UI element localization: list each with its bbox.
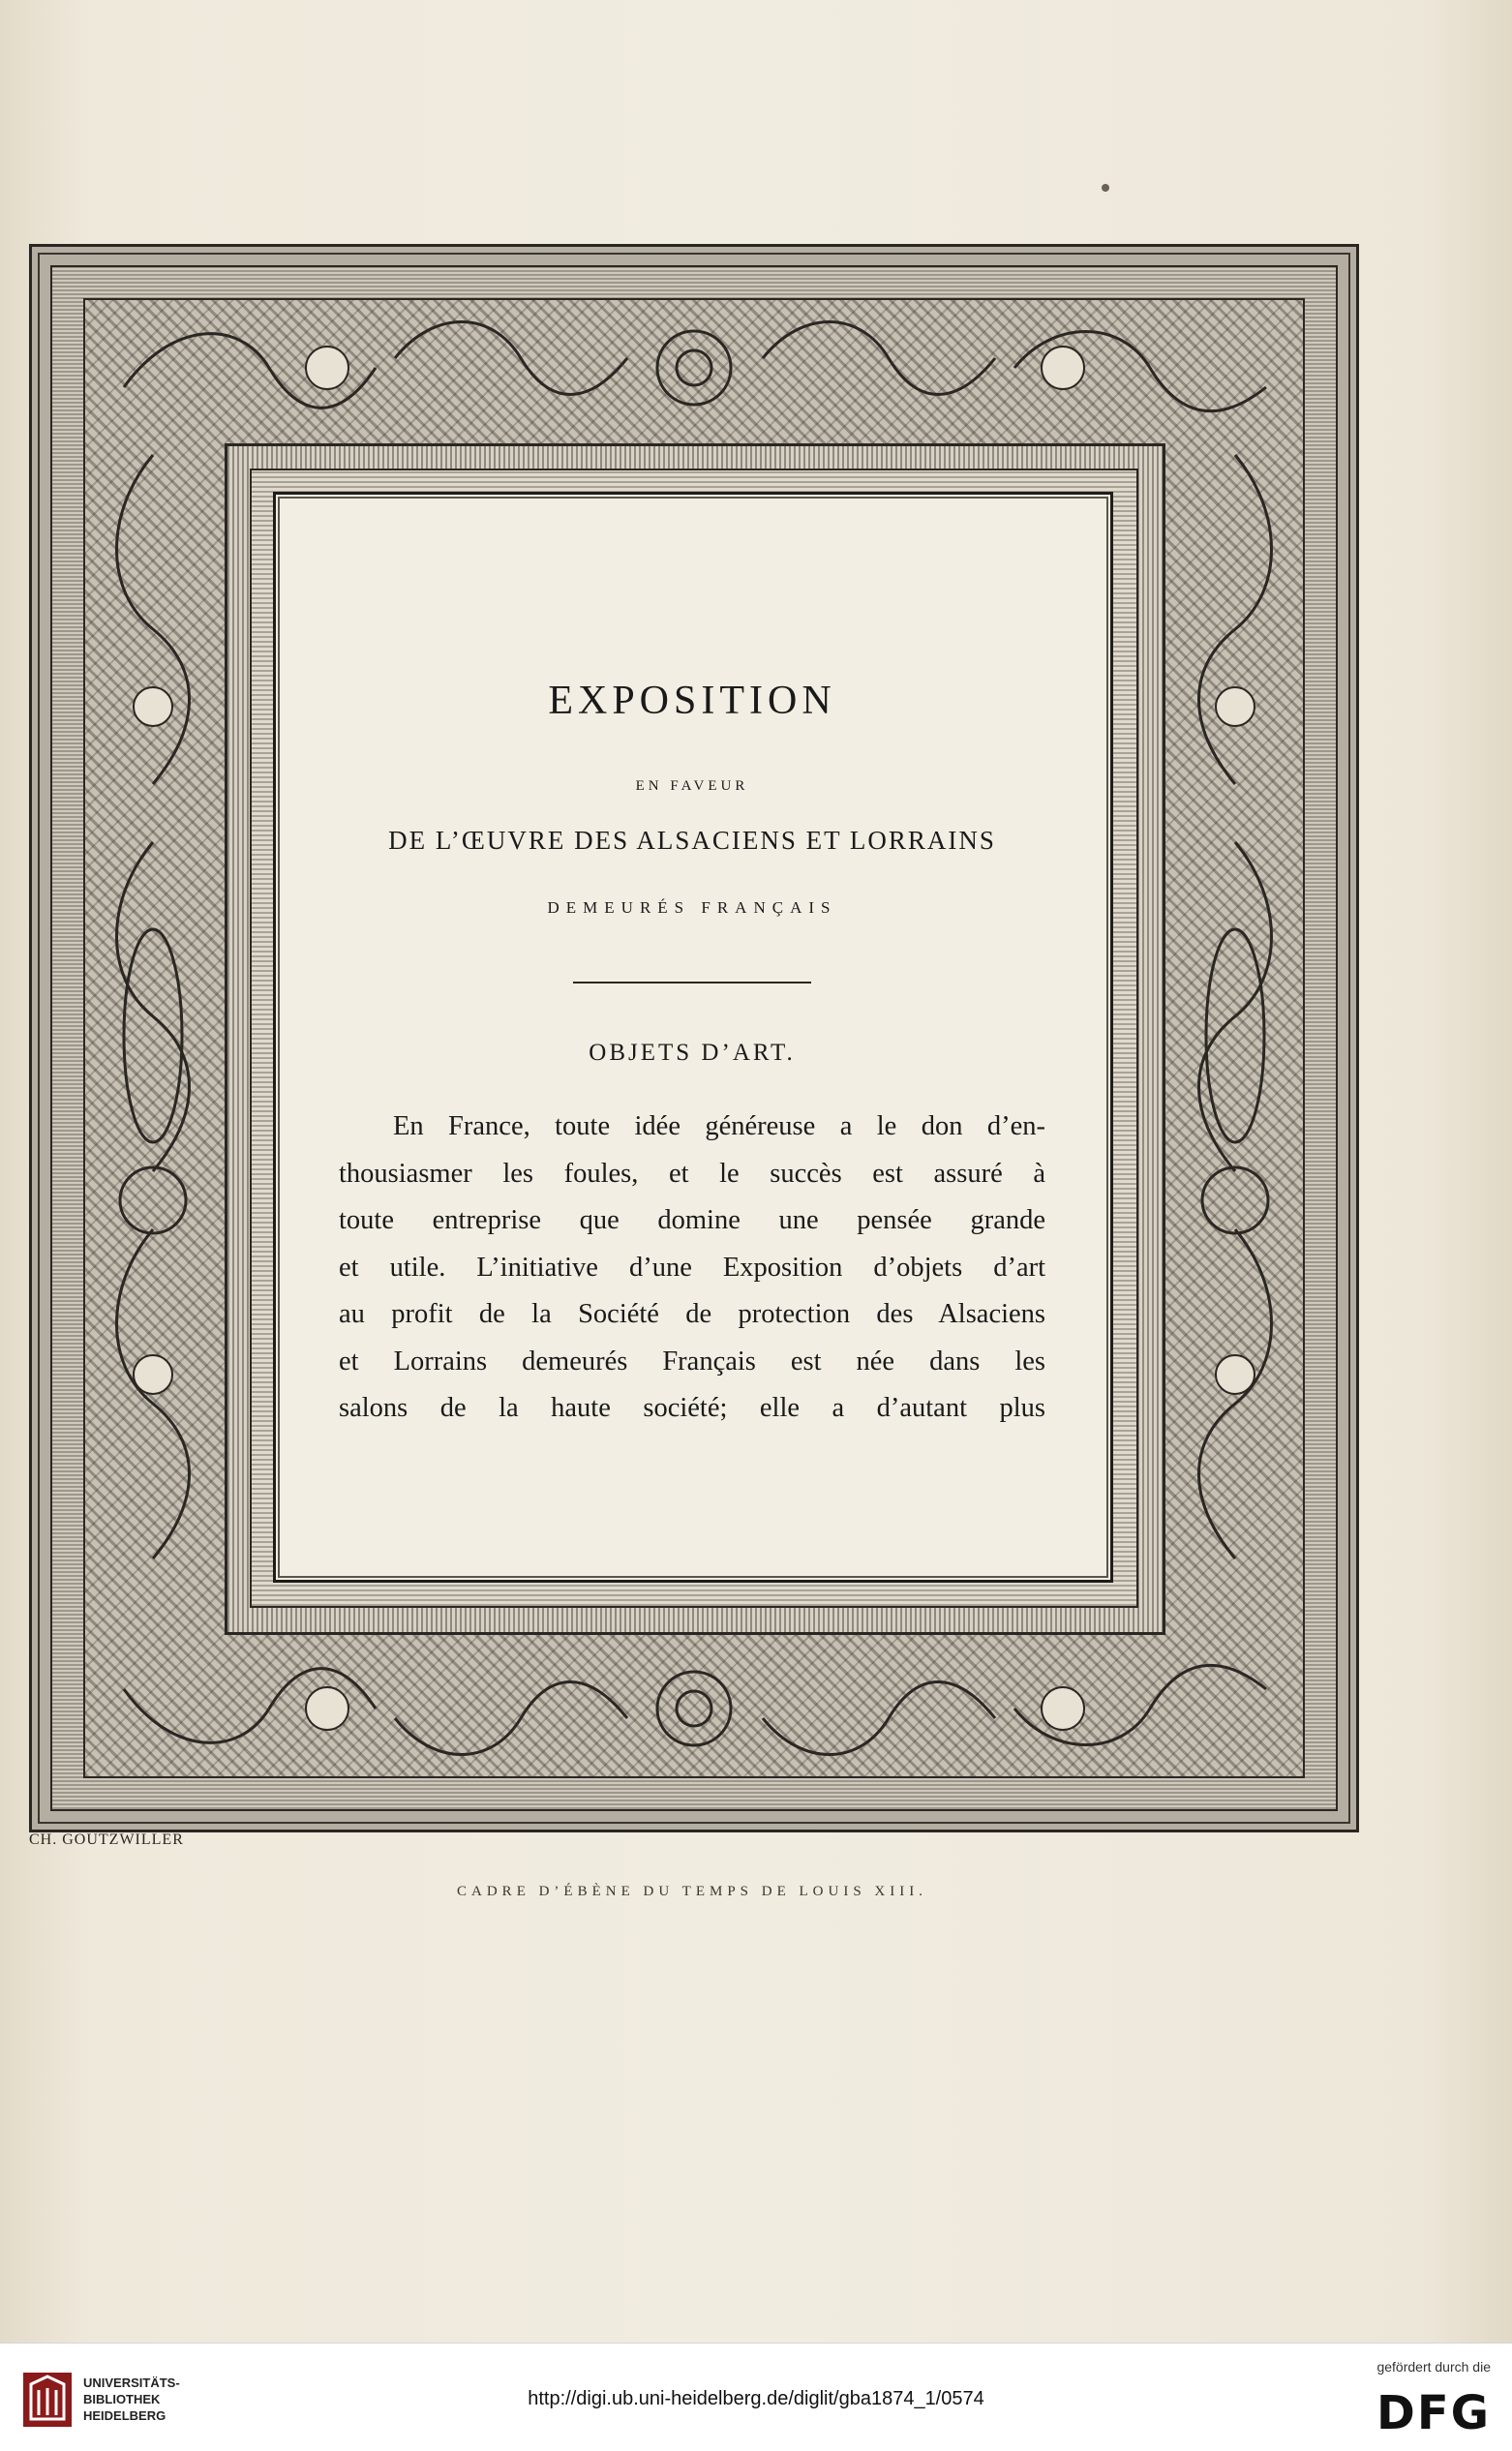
footer-bar xyxy=(0,2343,1512,2451)
dfg-logo: DFG xyxy=(1376,2386,1491,2440)
body-line: au profit de la Société de protection des Alsaciens xyxy=(339,1299,1045,1329)
body-line: toute entreprise que domine une pensée grande xyxy=(339,1205,1045,1235)
body-paragraph xyxy=(339,1104,1045,1433)
artist-signature: CH. GOUTZWILLER xyxy=(29,1831,184,1848)
figure-caption: CADRE D’ÉBÈNE DU TEMPS DE LOUIS XIII. xyxy=(457,1884,927,1899)
library-name-line: HEIDELBERG xyxy=(83,2408,166,2423)
ink-mark xyxy=(1102,184,1109,192)
title-line-2: DEMEURÉS FRANÇAIS xyxy=(547,898,837,917)
body-line: salons de la haute société; elle a d’autant plus xyxy=(339,1393,1045,1423)
body-line: En France, toute idée généreuse a le don d’en- xyxy=(393,1111,1045,1141)
body-line: et utile. L’initiative d’une Exposition d’objets d’art xyxy=(339,1252,1045,1283)
title-line-1: DE L’ŒUVRE DES ALSACIENS ET LORRAINS xyxy=(388,826,996,855)
divider-rule xyxy=(573,982,811,983)
page-title: EXPOSITION xyxy=(548,679,836,723)
section-heading: OBJETS D’ART. xyxy=(589,1040,796,1066)
body-line: et Lorrains demeurés Français est née dans les xyxy=(339,1346,1045,1377)
body-line: thousiasmer les foules, et le succès est assuré à xyxy=(339,1158,1045,1189)
library-name-line: BIBLIOTHEK xyxy=(83,2392,161,2406)
frame-content xyxy=(339,678,1045,1433)
funded-by-label: gefördert durch die xyxy=(1376,2359,1491,2375)
library-name-line: UNIVERSITÄTS- xyxy=(83,2375,180,2390)
subtitle: EN FAVEUR xyxy=(635,778,749,794)
source-url-link[interactable]: http://digi.ub.uni-heidelberg.de/diglit/gba1874_1/0574 xyxy=(528,2388,984,2409)
